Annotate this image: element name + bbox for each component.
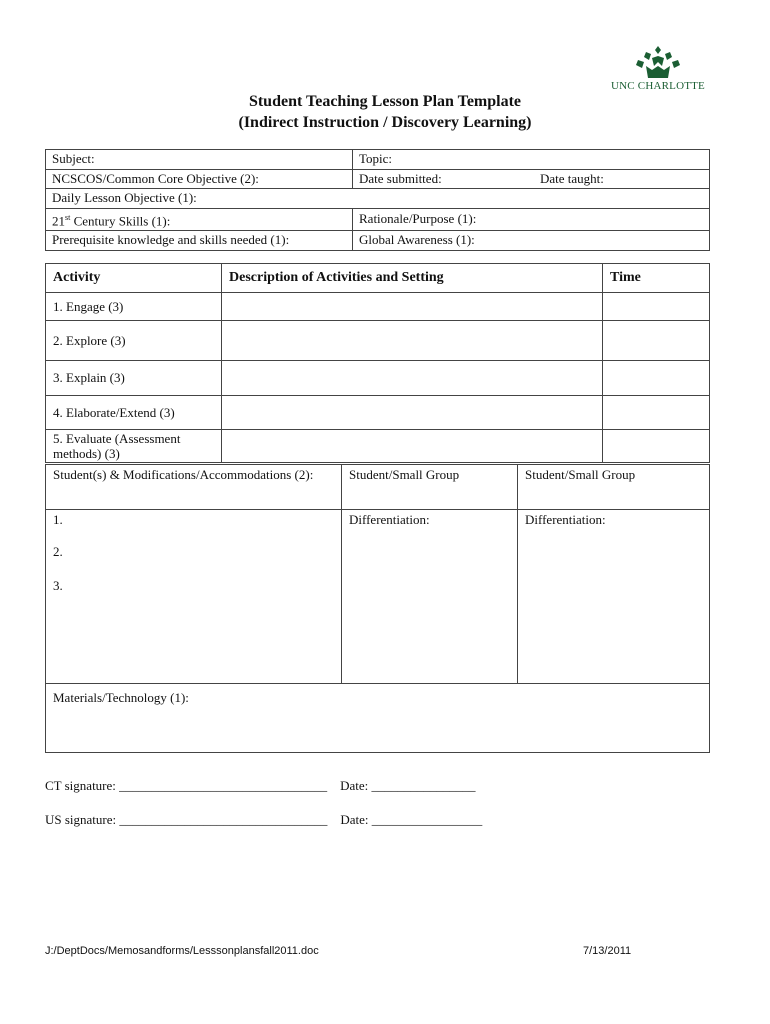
century-skills-rest: Century Skills (1): [70,213,171,229]
topic-field[interactable]: Topic: [353,150,710,170]
time-cell[interactable] [603,430,710,463]
century-skills-field[interactable] [46,208,353,230]
differentiation-1[interactable]: Differentiation: [342,510,518,684]
table-row [46,396,710,430]
ct-signature-line[interactable]: CT signature: ________________________________ Date: ________________ [45,778,476,793]
list-item: 2. [53,544,63,559]
logo-text: UNC CHARLOTTE [611,80,705,92]
footer-date: 7/13/2011 [583,945,632,957]
modifications-table [45,464,710,753]
activity-evaluate: 5. Evaluate (Assessment methods) (3) [46,430,222,463]
description-header: Description of Activities and Setting [222,264,603,293]
century-skills-sup: st [65,212,71,222]
table-row [46,293,710,321]
dates-cell [353,169,710,189]
group-1-header: Student/Small Group [342,465,518,510]
list-item: 1. [53,512,63,527]
century-skills-prefix: 21 [52,213,65,229]
students-label: Student(s) & Modifications/Accommodations (2): [46,465,342,510]
activity-engage: 1. Engage (3) [46,293,222,321]
us-signature-line[interactable]: US signature: ________________________________ Date: _________________ [45,812,483,827]
objective-field[interactable]: NCSCOS/Common Core Objective (2): [46,169,353,189]
description-cell[interactable] [222,293,603,321]
time-cell[interactable] [603,396,710,430]
daily-objective-field[interactable]: Daily Lesson Objective (1): [46,189,710,209]
table-row [46,361,710,396]
date-submitted-field[interactable]: Date submitted: [359,170,442,186]
students-list[interactable] [46,510,342,684]
global-awareness-field[interactable]: Global Awareness (1): [353,231,710,251]
table-row [46,430,710,463]
description-cell[interactable] [222,321,603,361]
list-item: 3. [53,578,63,593]
description-cell[interactable] [222,396,603,430]
document-subtitle: (Indirect Instruction / Discovery Learning) [238,114,532,131]
prereq-field[interactable]: Prerequisite knowledge and skills needed (1): [46,231,353,251]
materials-field[interactable]: Materials/Technology (1): [46,684,710,753]
description-cell[interactable] [222,361,603,396]
group-2-header: Student/Small Group [518,465,710,510]
crown-icon [632,44,684,80]
activity-table [45,263,710,463]
lesson-info-table [45,149,710,251]
subject-field[interactable]: Subject: [46,150,353,170]
rationale-field[interactable]: Rationale/Purpose (1): [353,208,710,230]
footer-path: J:/DeptDocs/Memosandforms/Lesssonplansfall2011.doc [45,945,319,957]
date-taught-field[interactable]: Date taught: [540,170,604,186]
differentiation-2[interactable]: Differentiation: [518,510,710,684]
activity-explain: 3. Explain (3) [46,361,222,396]
time-cell[interactable] [603,293,710,321]
time-cell[interactable] [603,361,710,396]
unc-charlotte-logo [606,44,710,96]
time-cell[interactable] [603,321,710,361]
document-title: Student Teaching Lesson Plan Template [248,93,522,110]
activity-explore: 2. Explore (3) [46,321,222,361]
activity-header: Activity [46,264,222,293]
description-cell[interactable] [222,430,603,463]
table-row [46,321,710,361]
time-header: Time [603,264,710,293]
activity-elaborate: 4. Elaborate/Extend (3) [46,396,222,430]
